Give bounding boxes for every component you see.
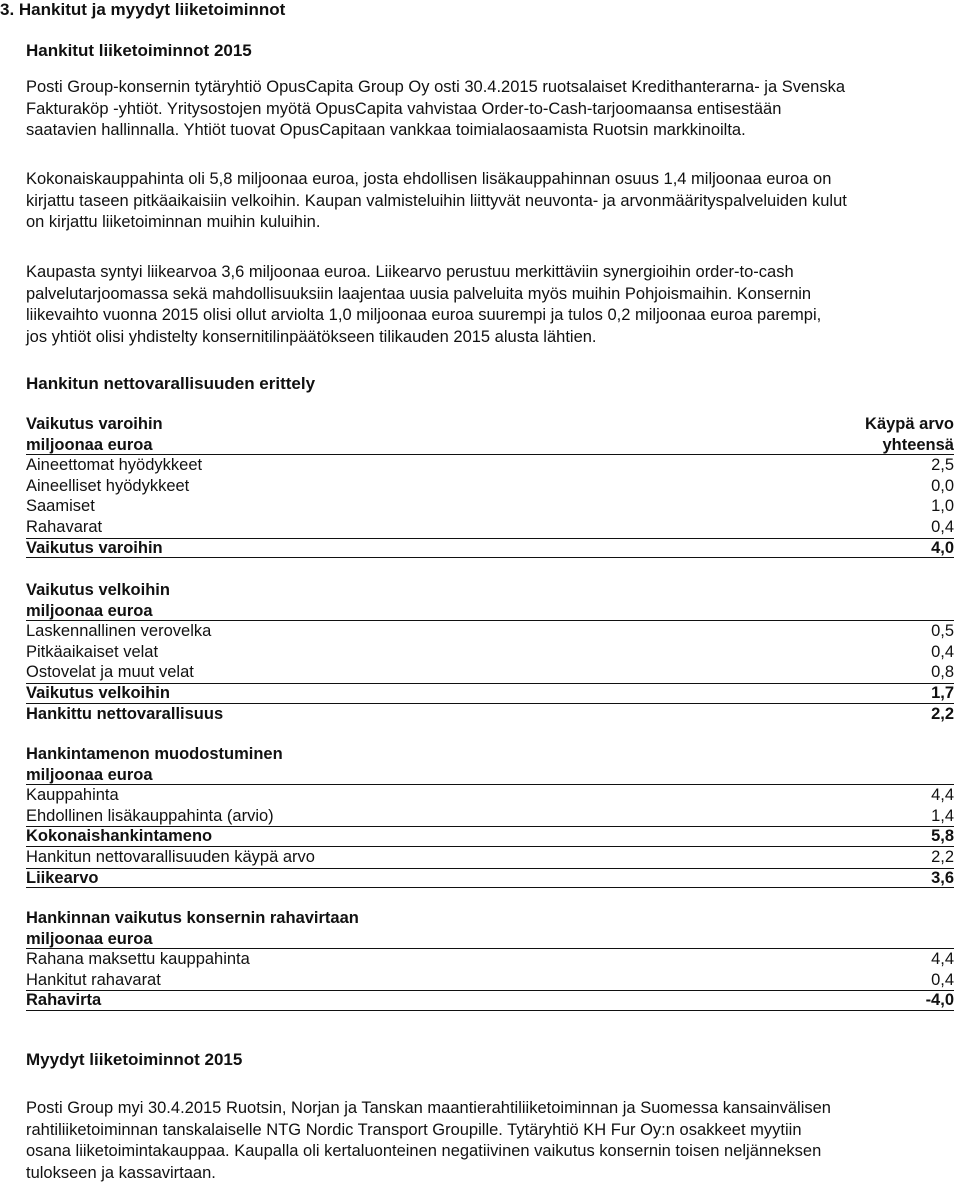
table-header-row: [26, 765, 954, 786]
row-label: Kauppahinta: [26, 786, 119, 805]
table-header-row: [26, 744, 954, 765]
text-line: osana liiketoimintakauppaa. Kaupalla oli kertaluonteinen negatiivinen vaikutus konsernin toisen neljänneksen: [26, 1142, 822, 1160]
goodwill-row: [26, 868, 954, 889]
column-header: miljoonaa euroa: [26, 765, 153, 784]
table-header-row: [26, 908, 954, 929]
sold-heading: Myydyt liiketoiminnot 2015: [26, 1050, 243, 1069]
text-line: jos yhtiöt olisi yhdistelty konsernitilinpäätökseen tilikauden 2015 alusta lähtien.: [26, 327, 597, 346]
column-header: Vaikutus velkoihin: [26, 581, 170, 599]
row-value: 0,8: [931, 663, 954, 682]
text-line: palvelutarjoomassa sekä mahdollisuuksiin laajentaa uusia palveluita myös muihin Pohjoismaihin. Konsernin: [26, 284, 812, 303]
table-row: [26, 970, 954, 991]
column-header: miljoonaa euroa: [26, 435, 153, 454]
row-label: Rahana maksettu kauppahinta: [26, 950, 250, 969]
column-header: miljoonaa euroa: [26, 929, 153, 948]
row-value: 3,6: [931, 868, 954, 887]
table-row: [26, 785, 954, 806]
table-header-row: [26, 929, 954, 950]
row-label: Vaikutus velkoihin: [26, 683, 170, 702]
row-value: 0,4: [931, 517, 954, 536]
column-header: miljoonaa euroa: [26, 601, 153, 620]
text-line: rahtiliiketoiminnan tanskalaiselle NTG Nordic Transport Groupille. Tytäryhtiö KH Fur Oy:n osakkeet myytiin: [26, 1120, 802, 1139]
text-line: saatavien hallinnalla. Yhtiöt tuovat OpusCapitaan vankkaa toimialaosaamista Ruotsin markkinoilta.: [26, 121, 746, 139]
row-label: Rahavarat: [26, 517, 103, 536]
text-line: on kirjattu liiketoiminnan muihin kuluihin.: [26, 213, 321, 231]
row-label: Laskennallinen verovelka: [26, 622, 212, 641]
row-value: 2,2: [931, 847, 954, 866]
row-label: Ehdollinen lisäkauppahinta (arvio): [26, 806, 274, 825]
row-label: Hankittu nettovarallisuus: [26, 704, 224, 723]
table-header-row: [26, 414, 954, 435]
row-value: 1,7: [931, 683, 954, 702]
row-label: Liikearvo: [26, 868, 99, 887]
total-row: [26, 990, 954, 1011]
sold-paragraph: [26, 1098, 956, 1184]
column-header: yhteensä: [882, 435, 954, 454]
row-label: Hankitut rahavarat: [26, 970, 161, 989]
total-row: [26, 538, 954, 559]
acquired-paragraph-2: [26, 169, 956, 234]
table-row: [26, 496, 954, 517]
row-label: Vaikutus varoihin: [26, 538, 163, 557]
net-assets-row: [26, 704, 954, 725]
row-value: 0,4: [931, 970, 954, 989]
total-row: [26, 683, 954, 704]
row-value: 0,4: [931, 642, 954, 661]
column-header: Hankintamenon muodostuminen: [26, 745, 283, 763]
row-label: Hankitun nettovarallisuuden käypä arvo: [26, 847, 315, 866]
table-header-row: [26, 580, 954, 601]
text-line: tulokseen ja kassavirtaan.: [26, 1163, 216, 1182]
section-title: 3. Hankitut ja myydyt liiketoiminnot: [0, 0, 286, 19]
row-value: 2,2: [931, 704, 954, 723]
row-label: Aineelliset hyödykkeet: [26, 476, 190, 495]
table-header-row: [26, 435, 954, 456]
text-line: kirjattu taseen pitkäaikaisiin velkoihin. Kaupan valmisteluihin liittyvät neuvonta- ja arvonmäärityspalveluiden kulut: [26, 191, 847, 210]
acquired-paragraph-3: [26, 262, 956, 348]
table-row: [26, 455, 954, 476]
table-row: [26, 476, 954, 497]
row-value: 4,0: [931, 538, 954, 557]
row-value: 4,4: [931, 950, 954, 969]
table-row: [26, 847, 954, 868]
row-value: 5,8: [931, 827, 954, 846]
liabilities-table: [26, 580, 954, 724]
text-line: liikevaihto vuonna 2015 olisi ollut arviolta 1,0 miljoonaa euroa suurempi ja tulos 0,2 miljoonaa euroa parempi,: [26, 306, 822, 324]
row-value: 1,0: [931, 497, 954, 516]
table-row: [26, 517, 954, 538]
row-label: Ostovelat ja muut velat: [26, 663, 194, 682]
text-line: Kaupasta syntyi liikearvoa 3,6 miljoonaa euroa. Liikearvo perustuu merkittäviin synergioihin order-to-cash: [26, 263, 794, 281]
row-value: -4,0: [925, 991, 954, 1010]
row-label: Aineettomat hyödykkeet: [26, 456, 203, 475]
row-value: 1,4: [931, 806, 954, 825]
row-value: 2,5: [931, 456, 954, 475]
total-row: [26, 826, 954, 847]
table-row: [26, 642, 954, 663]
cash-flow-table: [26, 908, 954, 1011]
row-value: 4,4: [931, 786, 954, 805]
text-line: Kokonaiskauppahinta oli 5,8 miljoonaa euroa, josta ehdollisen lisäkauppahinnan osuus 1,4 miljoonaa euroa on: [26, 170, 832, 188]
table-header-row: [26, 601, 954, 622]
row-label: Saamiset: [26, 497, 95, 516]
table-row: [26, 949, 954, 970]
column-header: Käypä arvo: [865, 415, 954, 433]
text-line: Posti Group myi 30.4.2015 Ruotsin, Norjan ja Tanskan maantierahtiliiketoiminnan ja Suomessa kansainvälisen: [26, 1099, 831, 1117]
assets-table: [26, 414, 954, 558]
row-value: 0,5: [931, 622, 954, 641]
table-row: [26, 662, 954, 683]
net-assets-heading: Hankitun nettovarallisuuden erittely: [26, 374, 316, 393]
acquired-paragraph-1: [26, 77, 956, 142]
acquired-heading: Hankitut liiketoiminnot 2015: [26, 41, 252, 60]
row-label: Rahavirta: [26, 991, 102, 1010]
text-line: Posti Group-konsernin tytäryhtiö OpusCapita Group Oy osti 30.4.2015 ruotsalaiset Kredithanterarna- ja Svenska: [26, 78, 846, 96]
row-label: Pitkäaikaiset velat: [26, 642, 159, 661]
table-row: [26, 806, 954, 827]
column-header: Hankinnan vaikutus konsernin rahavirtaan: [26, 909, 359, 927]
text-line: Fakturaköp -yhtiöt. Yritysostojen myötä OpusCapita vahvistaa Order-to-Cash-tarjoomaansa entisestään: [26, 99, 782, 118]
column-header: Vaikutus varoihin: [26, 415, 163, 433]
row-value: 0,0: [931, 476, 954, 495]
row-label: Kokonaishankintameno: [26, 827, 213, 846]
table-row: [26, 621, 954, 642]
acquisition-cost-table: [26, 744, 954, 888]
